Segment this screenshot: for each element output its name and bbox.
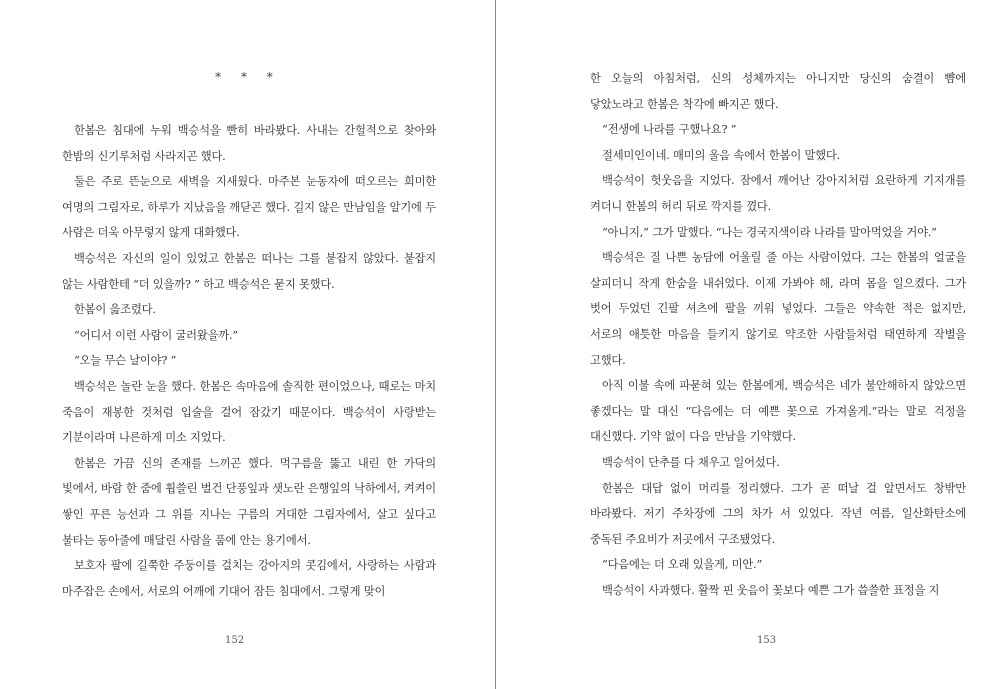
paragraph: 백승석이 헛웃음을 지었다. 잠에서 깨어난 강아지처럼 요란하게 기지개를 켜더니 한봄의 허리 뒤로 깍지를 꼈다. [590, 174, 966, 213]
paragraph: 보호자 팔에 길쭉한 주둥이를 걸치는 강아지의 콧김에서, 사랑하는 사람과 마주잡은 손에서, 서로의 어깨에 기대어 잠든 침대에서. 그렇게 맞이 [62, 559, 436, 598]
paragraph: 백승석은 놀란 눈을 했다. 한봄은 속마음에 솔직한 편이었으나, 때로는 마치 죽음이 재봉한 것처럼 입술을 걸어 잠갔기 때문이다. 백승석이 사랑받는 기분이라며 나른하게 미소 지었다. [62, 379, 436, 445]
paragraph: 절세미인이네. 매미의 울음 속에서 한봄이 말했다. [602, 148, 840, 162]
left-page-body [62, 118, 436, 604]
paragraph: “전생에 나라를 구했나요? ” [602, 123, 737, 137]
left-page [0, 0, 496, 689]
paragraph: 한봄은 가끔 신의 존재를 느끼곤 했다. 먹구름을 뚫고 내린 한 가닥의 빛에서, 바람 한 줌에 휩쓸린 벌건 단풍잎과 샛노란 은행잎의 낙하에서, 켜켜이 쌓인 푸른 능선과 그 위를 지나는 구름의 거대한 그림자에서, 살고 싶다고 불타는 동아줄에 매달린 사람을 품에 안는 용기에서. [62, 456, 436, 547]
paragraph: 백승석이 사과했다. 활짝 핀 웃음이 꽃보다 예쁜 그가 씁쓸한 표정을 지 [602, 583, 940, 597]
paragraph: 아직 이불 속에 파묻혀 있는 한봄에게, 백승석은 네가 불안해하지 않았으면 좋겠다는 말 대신 “다음에는 더 예쁜 꽃으로 가져올게.”라는 말로 걱정을 대신했다. 기약 없이 다음 만남을 기약했다. [590, 379, 966, 444]
paragraph: “어디서 이런 사람이 굴러왔을까.” [74, 328, 238, 342]
paragraph: 백승석이 단추를 다 채우고 일어섰다. [602, 455, 780, 469]
paragraph: “아니지,” 그가 말했다. “나는 경국지색이라 나라를 말아먹었을 거야.” [602, 225, 937, 239]
paragraph: 한봄은 대답 없이 머리를 정리했다. 그가 곧 떠날 걸 알면서도 창밖만 바라봤다. 저기 주차장에 그의 차가 서 있었다. 작년 여름, 일산화탄소에 중독된 주요비가 저곳에서 구조됐었다. [590, 481, 966, 546]
right-page-body [590, 66, 966, 603]
paragraph: 백승석은 자신의 일이 있었고 한봄은 떠나는 그를 붙잡지 않았다. 붙잡지 않는 사람한테 “더 있을까? ” 하고 백승석은 묻지 못했다. [62, 251, 436, 291]
paragraph-continued: 한 오늘의 아침처럼, 신의 성체까지는 아니지만 당신의 숨결이 뺨에 닿았노라고 한봄은 착각에 빠지곤 했다. [590, 72, 966, 111]
page-number: 152 [225, 635, 245, 646]
paragraph: 한봄이 읊조렸다. [74, 303, 156, 317]
paragraph: 백승석은 질 나쁜 농담에 어울릴 줄 아는 사람이었다. 그는 한봄의 얼굴을 살피더니 작게 한숨을 내쉬었다. 이제 가봐야 해, 라며 몸을 일으켰다. 그가 벗어 두었던 긴팔 셔츠에 팔을 끼워 넣었다. 그들은 약속한 적은 없지만, 서로의 애틋한 마음을 들키지 않기로 약조한 사람들처럼 태연하게 작별을 고했다. [590, 251, 966, 367]
section-separator: * * * [215, 70, 281, 84]
paragraph: 둘은 주로 뜬눈으로 새벽을 지새웠다. 마주본 눈동자에 떠오르는 희미한 여명의 그림자로, 하루가 지났음을 깨닫곤 했다. 길지 않은 만남임을 알기에 두 사람은 더욱 아무렇지 않게 대화했다. [62, 175, 436, 240]
paragraph: “오늘 무슨 날이야? ” [74, 354, 177, 368]
right-page [497, 0, 1000, 689]
page-number: 153 [757, 635, 777, 646]
paragraph: 한봄은 침대에 누워 백승석을 빤히 바라봤다. 사내는 간헐적으로 찾아와 한밤의 신기루처럼 사라지곤 했다. [62, 124, 436, 163]
paragraph: “다음에는 더 오래 있을게, 미안.” [602, 558, 763, 572]
